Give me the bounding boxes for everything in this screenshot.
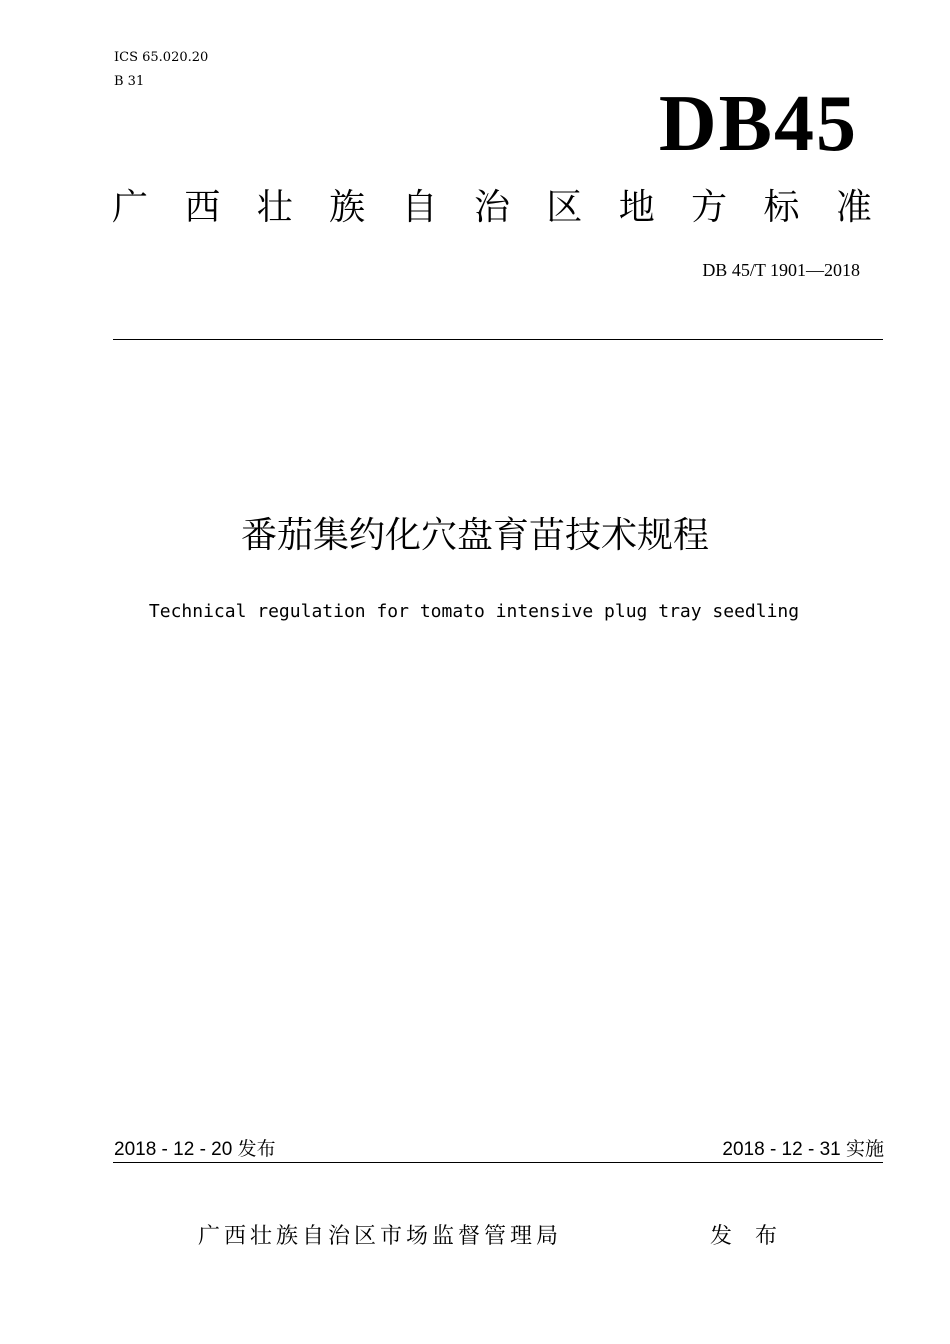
standard-number: DB 45/T 1901—2018 (702, 260, 860, 280)
ics-code: ICS 65.020.20 (114, 50, 209, 65)
issue-date: 2018 - 12 - 20 发布 (114, 1139, 276, 1160)
classification-code: B 31 (114, 74, 145, 89)
standard-type-char: 标 (763, 187, 800, 228)
standard-type-char: 治 (473, 187, 510, 228)
implementation-date: 2018 - 12 - 31 实施 (722, 1139, 884, 1160)
standard-type-char: 方 (691, 187, 728, 228)
publish-label: 发 布 (710, 1224, 785, 1249)
standard-type-char: 广 (112, 187, 149, 228)
document-title-chinese: 番茄集约化穴盘育苗技术规程 (240, 515, 709, 556)
standard-type-char: 区 (546, 187, 583, 228)
header-divider (113, 339, 883, 340)
standard-type-char: 族 (329, 187, 366, 228)
standard-type-heading (112, 186, 872, 230)
footer-divider (113, 1162, 883, 1163)
standard-type-char: 准 (835, 187, 872, 228)
standard-type-char: 西 (184, 187, 221, 228)
standard-type-char: 地 (618, 187, 655, 228)
issuing-authority: 广西壮族自治区市场监督管理局 (198, 1224, 563, 1249)
standard-mark: DB45 (658, 80, 858, 168)
standard-type-char: 壮 (256, 187, 293, 228)
document-title-english: Technical regulation for tomato intensive plug tray seedling (148, 601, 800, 622)
standard-type-char: 自 (401, 187, 438, 228)
